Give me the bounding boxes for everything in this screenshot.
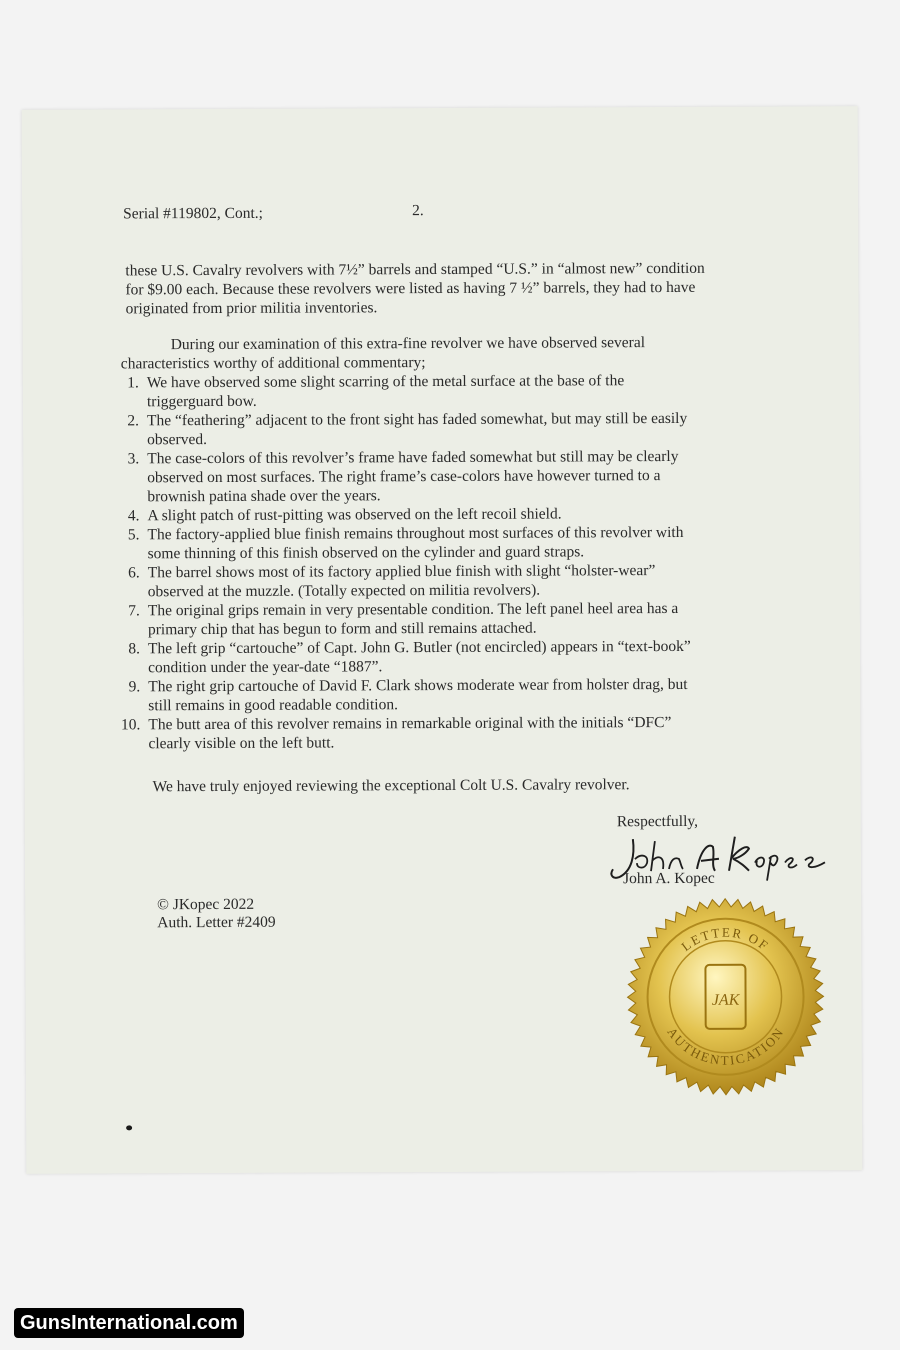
intro-line: these U.S. Cavalry revolvers with 7½” barrels and stamped “U.S.” in “almost new” condition <box>125 259 705 280</box>
observation-line: observed. <box>147 431 207 449</box>
exam-line: characteristics worthy of additional commentary; <box>120 354 426 373</box>
observation-line: A slight patch of rust-pitting was observed on the left recoil shield. <box>147 505 562 525</box>
closing-sentence: We have truly enjoyed reviewing the exceptional Colt U.S. Cavalry revolver. <box>152 776 630 796</box>
observation-item <box>128 599 691 639</box>
observation-line: condition under the year-date “1887”. <box>148 658 383 677</box>
observation-line: The original grips remain in very presentable condition. The left panel heel area has a <box>147 599 679 620</box>
observation-item <box>127 409 690 449</box>
observation-number: 10. <box>120 716 141 734</box>
observation-number: 1. <box>127 374 139 392</box>
seal-bottom-text: AUTHENTICATION <box>664 1024 788 1068</box>
paper-mark <box>126 1125 132 1130</box>
exam-line: During our examination of this extra-fine revolver we have observed several <box>170 334 646 354</box>
observation-line: still remains in good readable condition. <box>148 696 398 715</box>
observation-item <box>128 637 691 677</box>
observation-item <box>120 713 691 753</box>
observation-number: 9. <box>128 678 141 696</box>
observation-number: 5. <box>127 526 140 544</box>
observation-item <box>128 675 691 715</box>
signer-name: John A. Kopec <box>623 869 715 888</box>
observation-line: observed on most surfaces. The right frame’s case-colors have however turned to a <box>147 467 661 487</box>
observation-line: The “feathering” adjacent to the front sight has faded somewhat, but may still be easily <box>147 409 688 430</box>
observation-line: The butt area of this revolver remains in remarkable original with the initials “DFC” <box>148 714 672 734</box>
observation-line: observed at the muzzle. (Totally expected on militia revolvers). <box>147 581 541 601</box>
observation-item <box>127 447 690 506</box>
intro-line: for $9.00 each. Because these revolvers were listed as having 7 ½” barrels, they had to have <box>125 278 696 299</box>
page-number: 2. <box>412 202 424 220</box>
seal-top-text: LETTER OF <box>678 924 773 955</box>
observation-number: 7. <box>128 602 140 620</box>
observation-line: primary chip that has begun to form and still remains attached. <box>147 619 537 639</box>
observation-number: 6. <box>128 564 140 582</box>
respectfully-text: Respectfully, <box>616 812 699 831</box>
examination-paragraph <box>121 333 645 373</box>
observation-number: 3. <box>127 450 140 468</box>
observation-line: The barrel shows most of its factory applied blue finish with slight “holster-wear” <box>147 562 656 582</box>
serial-header: Serial #119802, Cont.; <box>123 204 263 223</box>
observation-line: triggerguard bow. <box>146 392 257 411</box>
observation-item <box>128 561 691 601</box>
site-watermark: GunsInternational.com <box>14 1308 244 1338</box>
observation-line: The left grip “cartouche” of Capt. John G. Butler (not encircled) appears in “text-book” <box>147 637 691 658</box>
gold-seal-icon <box>625 896 826 1097</box>
authentication-letter-number: Auth. Letter #2409 <box>157 913 276 932</box>
observation-number: 8. <box>128 640 141 658</box>
copyright-notice: © JKopec 2022 <box>157 895 255 914</box>
intro-paragraph <box>125 259 705 319</box>
observation-list <box>120 371 691 753</box>
observation-line: some thinning of this finish observed on the cylinder and guard straps. <box>147 543 585 563</box>
observation-line: The factory-applied blue finish remains throughout most surfaces of this revolver with <box>147 523 684 544</box>
observation-line: clearly visible on the left butt. <box>148 734 335 753</box>
observation-line: The right grip cartouche of David F. Clark shows moderate wear from holster drag, but <box>148 675 688 696</box>
observation-line: We have observed some slight scarring of the metal surface at the base of the <box>146 372 625 392</box>
intro-line: originated from prior militia inventories. <box>125 299 378 318</box>
observation-line: The case-colors of this revolver’s frame have faded somewhat but still may be clearly <box>147 447 679 468</box>
observation-number: 4. <box>127 507 140 525</box>
observation-number: 2. <box>127 412 140 430</box>
observation-item <box>127 523 690 563</box>
observation-line: brownish patina shade over the years. <box>147 487 381 506</box>
letter-page <box>22 106 863 1174</box>
observation-item <box>127 371 690 411</box>
observation-item <box>127 504 690 525</box>
seal-monogram: JAK <box>711 991 740 1009</box>
